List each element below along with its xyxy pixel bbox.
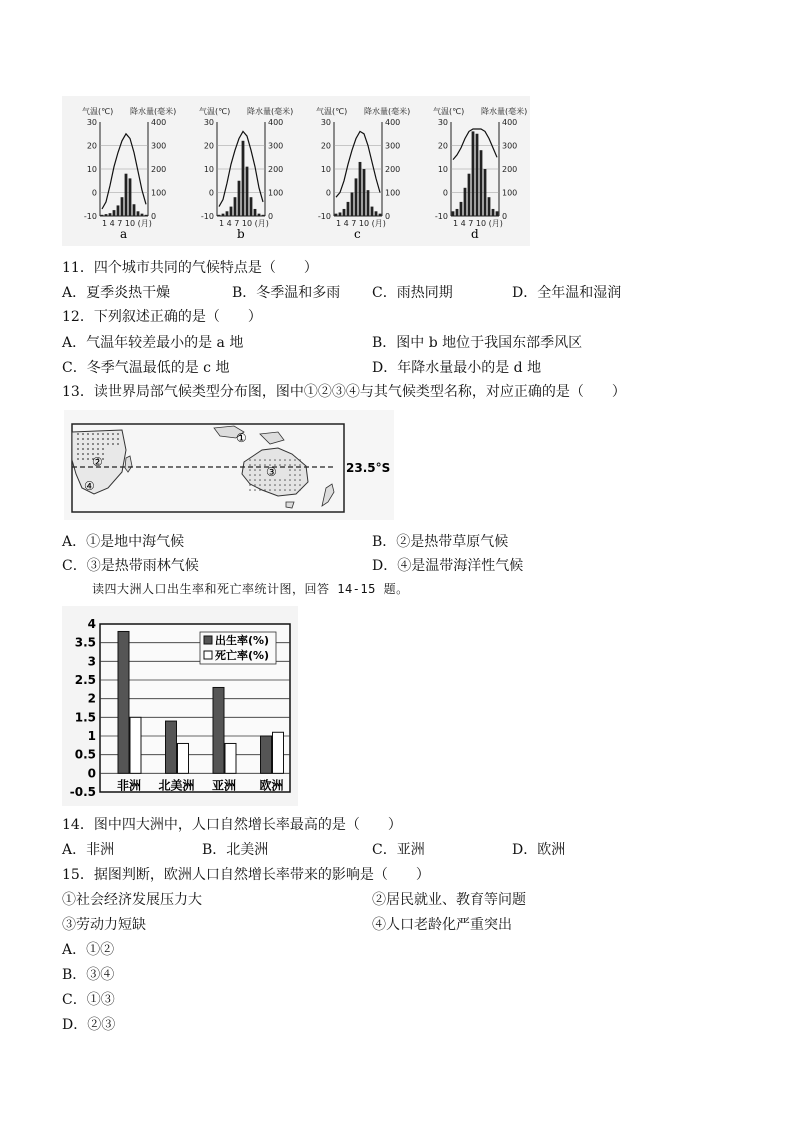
precip-bar <box>367 190 370 216</box>
climate-chart-a <box>82 106 176 241</box>
temp-tick: 0 <box>442 188 448 198</box>
question-15: 15．据图判断，欧洲人口自然增长率带来的影响是（ ） <box>62 867 430 883</box>
dot <box>87 433 89 435</box>
legend-label: 出生率(%) <box>215 634 270 647</box>
dot <box>294 479 296 481</box>
dot <box>289 484 291 486</box>
map-label-1: ① <box>236 431 247 445</box>
temp-tick: 30 <box>320 118 331 127</box>
precip-bar <box>226 211 229 216</box>
dot <box>87 453 89 455</box>
precip-tick: 300 <box>502 141 518 151</box>
chart-id-label: a <box>120 227 128 241</box>
dot <box>274 479 276 481</box>
precip-axis-label: 降水量(毫米) <box>481 107 528 116</box>
temp-axis-label: 气温(℃) <box>316 107 348 116</box>
death-rate-bar <box>273 732 284 773</box>
dot <box>77 438 79 440</box>
dot <box>289 464 291 466</box>
chart-id-label: b <box>237 227 245 241</box>
temp-axis-label: 气温(℃) <box>199 107 231 116</box>
legend-label: 死亡率(%) <box>215 649 270 662</box>
dot <box>82 443 84 445</box>
temp-tick: -10 <box>83 212 97 221</box>
q11-option-b[interactable]: B．冬季温和多雨 <box>232 285 341 301</box>
population-chart-panel <box>62 606 298 806</box>
q13-option-a[interactable]: A．①是地中海气候 <box>62 534 185 550</box>
temp-tick: 30 <box>437 118 448 127</box>
dot <box>259 469 261 471</box>
dot <box>249 484 251 486</box>
dot <box>259 489 261 491</box>
dot <box>254 479 256 481</box>
category-label: 北美洲 <box>158 778 195 793</box>
climate-charts <box>62 96 530 246</box>
precip-bar <box>335 214 338 216</box>
temp-tick: 0 <box>325 188 331 198</box>
q15-option-c[interactable]: C．①③ <box>62 992 115 1008</box>
category-label: 亚洲 <box>211 778 237 793</box>
dot <box>87 458 89 460</box>
temp-tick: -10 <box>200 212 214 221</box>
map-label-4: ④ <box>84 479 95 493</box>
precip-bar <box>105 214 108 216</box>
precip-bar <box>359 162 362 216</box>
madagascar-shape <box>125 456 132 472</box>
climate-chart-c <box>316 106 410 241</box>
temp-tick: 10 <box>203 165 214 174</box>
q11-option-a[interactable]: A．夏季炎热干燥 <box>62 285 171 301</box>
precip-bar <box>234 197 237 216</box>
q15-statement-1: ①社会经济发展压力大 <box>62 892 202 908</box>
precip-bar <box>339 212 342 216</box>
dot <box>269 489 271 491</box>
precip-bar <box>254 209 257 216</box>
precip-bar <box>488 197 491 216</box>
dot <box>102 438 104 440</box>
month-ticks: 1 4 7 10 (月) <box>336 219 386 228</box>
precip-bar <box>246 167 249 216</box>
question-13: 13．读世界局部气候类型分布图，图中①②③④与其气候类型名称，对应正确的是（ ） <box>62 384 626 400</box>
precip-bar <box>464 188 467 216</box>
precip-bar <box>242 141 245 216</box>
question-11: 11．四个城市共同的气候特点是（ ） <box>62 260 318 276</box>
question-14: 14．图中四大洲中，人口自然增长率最高的是（ ） <box>62 817 402 833</box>
dot <box>294 459 296 461</box>
dot <box>92 433 94 435</box>
precip-tick: 0 <box>268 212 274 221</box>
chart-legend <box>200 632 276 664</box>
precip-tick: 400 <box>502 118 518 127</box>
precip-bar <box>480 150 483 216</box>
temp-tick: 20 <box>437 141 448 151</box>
temp-curve <box>336 131 380 197</box>
dot <box>77 443 79 445</box>
dot <box>294 464 296 466</box>
dot <box>112 433 114 435</box>
dot <box>264 479 266 481</box>
dot <box>92 448 94 450</box>
dot <box>289 479 291 481</box>
precip-tick: 100 <box>268 188 284 198</box>
temp-curve <box>453 129 497 160</box>
dot <box>82 458 84 460</box>
dot <box>274 459 276 461</box>
dot <box>294 469 296 471</box>
precip-axis-label: 降水量(毫米) <box>130 107 177 116</box>
dot <box>254 459 256 461</box>
dot <box>274 489 276 491</box>
dot <box>112 443 114 445</box>
dot <box>284 484 286 486</box>
dot <box>249 459 251 461</box>
precip-bar <box>347 202 350 216</box>
precip-bar <box>468 174 471 216</box>
dot <box>117 433 119 435</box>
new-zealand-shape <box>322 484 334 506</box>
temp-tick: -10 <box>434 212 448 221</box>
dot <box>269 459 271 461</box>
dot <box>279 479 281 481</box>
y-tick-label: 3.5 <box>74 635 96 650</box>
dot <box>77 453 79 455</box>
death-rate-bar <box>225 743 236 773</box>
dot <box>259 484 261 486</box>
birth-rate-bar <box>261 736 272 773</box>
dot <box>254 489 256 491</box>
month-ticks: 1 4 7 10 (月) <box>453 219 503 228</box>
dot <box>299 489 301 491</box>
dot <box>289 489 291 491</box>
dot <box>77 458 79 460</box>
temp-tick: 20 <box>320 141 331 151</box>
dot <box>284 464 286 466</box>
dot <box>284 479 286 481</box>
dot <box>279 459 281 461</box>
q11-option-d[interactable]: D．全年温和湿润 <box>512 285 622 301</box>
dot <box>82 433 84 435</box>
dot <box>77 433 79 435</box>
temp-axis-label: 气温(℃) <box>82 107 114 116</box>
temp-tick: 0 <box>208 188 214 198</box>
dot <box>299 469 301 471</box>
dot <box>82 453 84 455</box>
precip-bar <box>492 209 495 216</box>
dot <box>249 489 251 491</box>
temp-tick: 30 <box>86 118 97 127</box>
death-rate-bar <box>130 717 141 773</box>
q15-statement-4: ④人口老龄化严重突出 <box>372 917 512 933</box>
map-label-3: ③ <box>266 465 277 479</box>
dot <box>82 438 84 440</box>
dot <box>289 469 291 471</box>
precip-axis-label: 降水量(毫米) <box>247 107 294 116</box>
climate-chart-b <box>199 106 293 241</box>
q12-option-c[interactable]: C．冬季气温最低的是 c 地 <box>62 360 230 376</box>
q15-statement-2: ②居民就业、教育等问题 <box>372 892 526 908</box>
precip-bar <box>121 197 124 216</box>
q14-option-d[interactable]: D．欧洲 <box>512 842 566 858</box>
precip-tick: 200 <box>385 165 401 174</box>
precip-tick: 100 <box>151 188 167 198</box>
dot <box>299 484 301 486</box>
q14-option-c[interactable]: C．亚洲 <box>372 842 425 858</box>
dot <box>87 438 89 440</box>
dot <box>279 489 281 491</box>
dot <box>77 448 79 450</box>
dot <box>274 484 276 486</box>
dot <box>97 443 99 445</box>
legend-swatch <box>204 651 212 659</box>
precip-bar <box>109 213 112 216</box>
dot <box>97 438 99 440</box>
precip-bar <box>351 193 354 217</box>
precip-tick: 400 <box>268 118 284 127</box>
latitude-label: 23.5°S <box>346 461 391 475</box>
precip-bar <box>133 204 136 216</box>
precip-bar <box>230 207 233 216</box>
precip-bar <box>460 202 463 216</box>
map-label-2: ② <box>92 455 103 469</box>
precip-bar <box>129 178 132 216</box>
climate-charts-panel <box>62 96 530 246</box>
category-label: 非洲 <box>116 778 142 793</box>
precip-bar <box>452 211 455 216</box>
precip-tick: 100 <box>502 188 518 198</box>
dot <box>299 474 301 476</box>
population-chart <box>62 606 298 806</box>
precip-bar <box>355 178 358 216</box>
dot <box>299 464 301 466</box>
death-rate-bar <box>178 743 189 773</box>
temp-tick: 10 <box>437 165 448 174</box>
dot <box>259 479 261 481</box>
dot <box>289 474 291 476</box>
dot <box>289 459 291 461</box>
precip-bar <box>250 197 253 216</box>
precip-tick: 200 <box>151 165 167 174</box>
climate-map-panel <box>64 410 394 520</box>
dot <box>294 489 296 491</box>
precip-bar <box>371 207 374 216</box>
temp-tick: 20 <box>203 141 214 151</box>
precip-bar <box>113 210 116 216</box>
dot <box>107 438 109 440</box>
y-tick-label: 1 <box>87 729 96 743</box>
precip-tick: 400 <box>151 118 167 127</box>
precip-tick: 100 <box>385 188 401 198</box>
dot <box>82 448 84 450</box>
q15-option-d[interactable]: D．②③ <box>62 1017 116 1033</box>
temp-tick: 20 <box>86 141 97 151</box>
month-ticks: 1 4 7 10 (月) <box>102 219 152 228</box>
precip-bar <box>476 134 479 216</box>
dot <box>284 459 286 461</box>
dot <box>259 464 261 466</box>
dot <box>117 438 119 440</box>
precip-bar <box>379 214 382 216</box>
dot <box>249 469 251 471</box>
dot <box>107 433 109 435</box>
dot <box>92 443 94 445</box>
tasmania-shape <box>286 502 294 508</box>
y-tick-label: 0.5 <box>74 747 96 762</box>
category-label: 欧洲 <box>259 778 284 793</box>
dot <box>294 484 296 486</box>
dot <box>279 464 281 466</box>
precip-bar <box>262 215 265 216</box>
dot <box>259 474 261 476</box>
climate-chart-d <box>433 106 527 241</box>
dot <box>294 474 296 476</box>
dot <box>269 479 271 481</box>
dot <box>249 464 251 466</box>
question-12: 12．下列叙述正确的是（ ） <box>62 309 262 325</box>
dot <box>279 484 281 486</box>
dot <box>117 443 119 445</box>
chart-intro: 读四大洲人口出生率和死亡率统计图，回答 14-15 题。 <box>92 582 409 596</box>
dot <box>264 459 266 461</box>
dot <box>299 479 301 481</box>
precip-tick: 300 <box>385 141 401 151</box>
dot <box>102 443 104 445</box>
precip-bar <box>375 211 378 216</box>
dot <box>102 448 104 450</box>
dot <box>254 464 256 466</box>
dot <box>97 448 99 450</box>
precip-bar <box>222 214 225 216</box>
dot <box>87 443 89 445</box>
temp-axis-label: 气温(℃) <box>433 107 465 116</box>
dot <box>254 484 256 486</box>
precip-tick: 200 <box>268 165 284 174</box>
q15-option-a[interactable]: A．①② <box>62 942 115 958</box>
y-tick-label: 2 <box>87 691 96 706</box>
y-tick-label: 4 <box>87 617 96 631</box>
q14-option-a[interactable]: A．非洲 <box>62 842 115 858</box>
q13-option-d[interactable]: D．④是温带海洋性气候 <box>372 558 524 574</box>
q11-option-c[interactable]: C．雨热同期 <box>372 285 453 301</box>
y-tick-label: 0 <box>87 766 96 781</box>
temp-tick: -10 <box>317 212 331 221</box>
climate-map <box>64 410 394 520</box>
dot <box>249 479 251 481</box>
q12-option-a[interactable]: A．气温年较差最小的是 a 地 <box>62 335 244 351</box>
dot <box>107 443 109 445</box>
precip-bar <box>218 215 221 216</box>
dot <box>264 484 266 486</box>
temp-curve <box>102 134 146 209</box>
dot <box>102 433 104 435</box>
precip-tick: 0 <box>151 212 157 221</box>
precip-axis-label: 降水量(毫米) <box>364 107 411 116</box>
dot <box>97 433 99 435</box>
precip-bar <box>145 215 148 216</box>
birth-rate-bar <box>118 631 129 773</box>
q13-option-b[interactable]: B．②是热带草原气候 <box>372 534 509 550</box>
y-tick-label: -0.5 <box>69 785 96 799</box>
q15-option-b[interactable]: B．③④ <box>62 967 115 983</box>
temp-tick: 0 <box>91 188 97 198</box>
q12-option-d[interactable]: D．年降水量最小的是 d 地 <box>372 360 542 376</box>
q15-statement-3: ③劳动力短缺 <box>62 917 146 933</box>
y-tick-label: 3 <box>87 654 96 669</box>
precip-tick: 0 <box>385 212 391 221</box>
precip-tick: 0 <box>502 212 508 221</box>
temp-tick: 30 <box>203 118 214 127</box>
chart-id-label: d <box>471 227 479 241</box>
chart-id-label: c <box>354 227 361 241</box>
q14-option-b[interactable]: B．北美洲 <box>202 842 269 858</box>
q12-option-b[interactable]: B．图中 b 地位于我国东部季风区 <box>372 335 583 351</box>
month-ticks: 1 4 7 10 (月) <box>219 219 269 228</box>
precip-bar <box>472 131 475 216</box>
precip-bar <box>137 211 140 216</box>
temp-tick: 10 <box>86 165 97 174</box>
dot <box>92 438 94 440</box>
precip-bar <box>496 211 499 216</box>
precip-bar <box>125 174 128 216</box>
dot <box>112 438 114 440</box>
precip-tick: 200 <box>502 165 518 174</box>
precip-bar <box>101 215 104 216</box>
precip-bar <box>343 209 346 216</box>
precip-bar <box>141 214 144 216</box>
precip-bar <box>258 214 261 216</box>
y-tick-label: 1.5 <box>74 710 96 725</box>
birth-rate-bar <box>166 721 177 773</box>
precip-tick: 400 <box>385 118 401 127</box>
precip-bar <box>484 169 487 216</box>
y-tick-label: 2.5 <box>74 673 96 687</box>
dot <box>269 484 271 486</box>
dot <box>284 489 286 491</box>
island-shape <box>260 432 284 444</box>
dot <box>254 469 256 471</box>
dot <box>254 474 256 476</box>
precip-tick: 300 <box>268 141 284 151</box>
precip-bar <box>238 181 241 216</box>
dot <box>299 459 301 461</box>
q13-option-c[interactable]: C．③是热带雨林气候 <box>62 558 199 574</box>
dot <box>264 489 266 491</box>
precip-bar <box>363 169 366 216</box>
temp-tick: 10 <box>320 165 331 174</box>
birth-rate-bar <box>213 687 224 773</box>
dot <box>249 474 251 476</box>
legend-swatch <box>204 636 212 644</box>
dot <box>259 459 261 461</box>
dot <box>87 448 89 450</box>
precip-bar <box>456 209 459 216</box>
precip-tick: 300 <box>151 141 167 151</box>
precip-bar <box>117 205 120 216</box>
